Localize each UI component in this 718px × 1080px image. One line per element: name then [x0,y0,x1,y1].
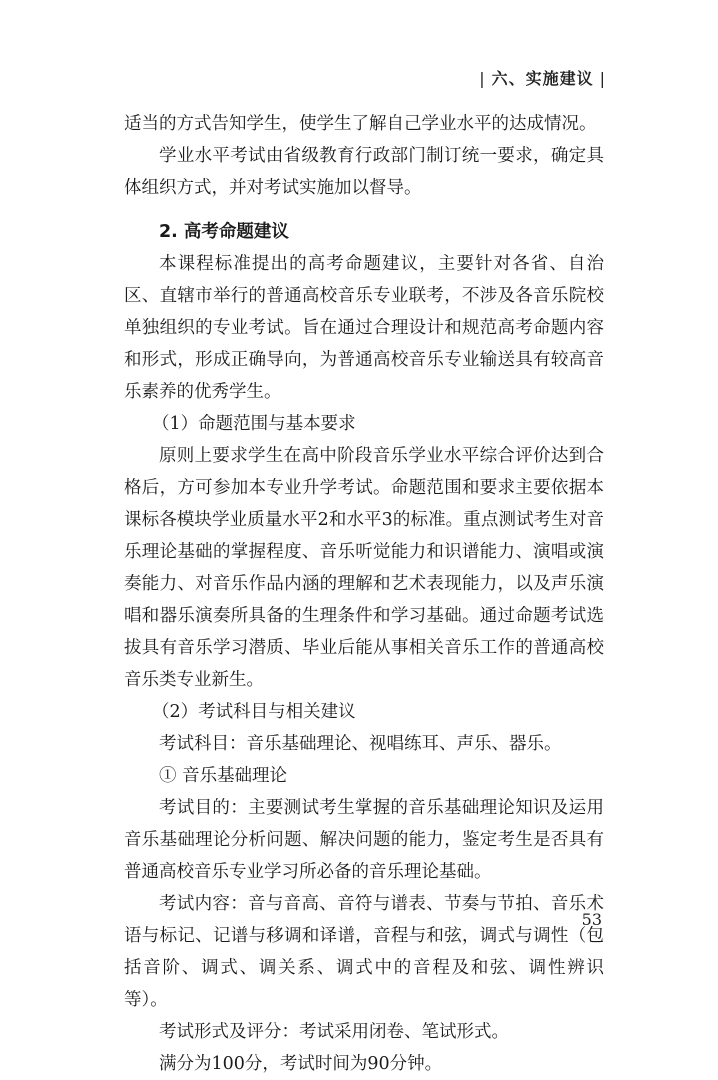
subsection-heading: （1）命题范围与基本要求 [152,414,356,434]
paragraph: 学业水平考试由省级教育行政部门制订统一要求，确定具体组织方式，并对考试实施加以督导。 [124,146,604,198]
section-block [124,216,604,1080]
paragraph: 适当的方式告知学生，使学生了解自己学业水平的达成情况。 [124,114,597,134]
chapter-title: 六、实施建议 [491,69,594,88]
section-heading: 2. 高考命题建议 [159,222,289,242]
paragraph: 本课程标准提出的高考命题建议，主要针对各省、自治区、直辖市举行的普通高校音乐专业联考，不涉及各音乐院校单独组织的专业考试。旨在通过合理设计和规范高考命题内容和形式，形成正确导向，为普通高校音乐专业输送具有较高音乐素养的优秀学生。 [124,254,604,402]
paragraph: 考试科目：音乐基础理论、视唱练耳、声乐、器乐。 [159,734,562,754]
running-header [473,66,612,89]
header-divider-right: | [599,69,606,88]
page-number: 53 [581,910,602,929]
subsection-heading: （2）考试科目与相关建议 [152,702,356,722]
page-body [124,108,604,204]
paragraph: 考试内容：音与音高、音符与谱表、节奏与节拍、音乐术语与标记、记谱与移调和译谱，音程与和弦，调式与调性（包括音阶、调式、调关系、调式中的音程及和弦、调性辨识等）。 [124,894,604,1010]
paragraph: 考试目的：主要测试考生掌握的音乐基础理论知识及运用音乐基础理论分析问题、解决问题的能力，鉴定考生是否具有普通高校音乐专业学习所必备的音乐理论基础。 [124,798,604,882]
header-divider-left: | [479,69,486,88]
paragraph: 考试形式及评分：考试采用闭卷、笔试形式。 [159,1022,509,1042]
numbered-item-heading: ① 音乐基础理论 [159,766,288,786]
paragraph: 满分为100分，考试时间为90分钟。 [159,1054,443,1074]
paragraph: 原则上要求学生在高中阶段音乐学业水平综合评价达到合格后，方可参加本专业升学考试。命题范围和要求主要依据本课标各模块学业质量水平2和水平3的标准。重点测试考生对音乐理论基础的掌握程度、音乐听觉能力和识谱能力、演唱或演奏能力、对音乐作品内涵的理解和艺术表现能力，以及声乐演唱和器乐演奏所具备的生理条件和学习基础。通过命题考试选拔具有音乐学习潜质、毕业后能从事相关音乐工作的普通高校音乐类专业新生。 [124,446,604,690]
